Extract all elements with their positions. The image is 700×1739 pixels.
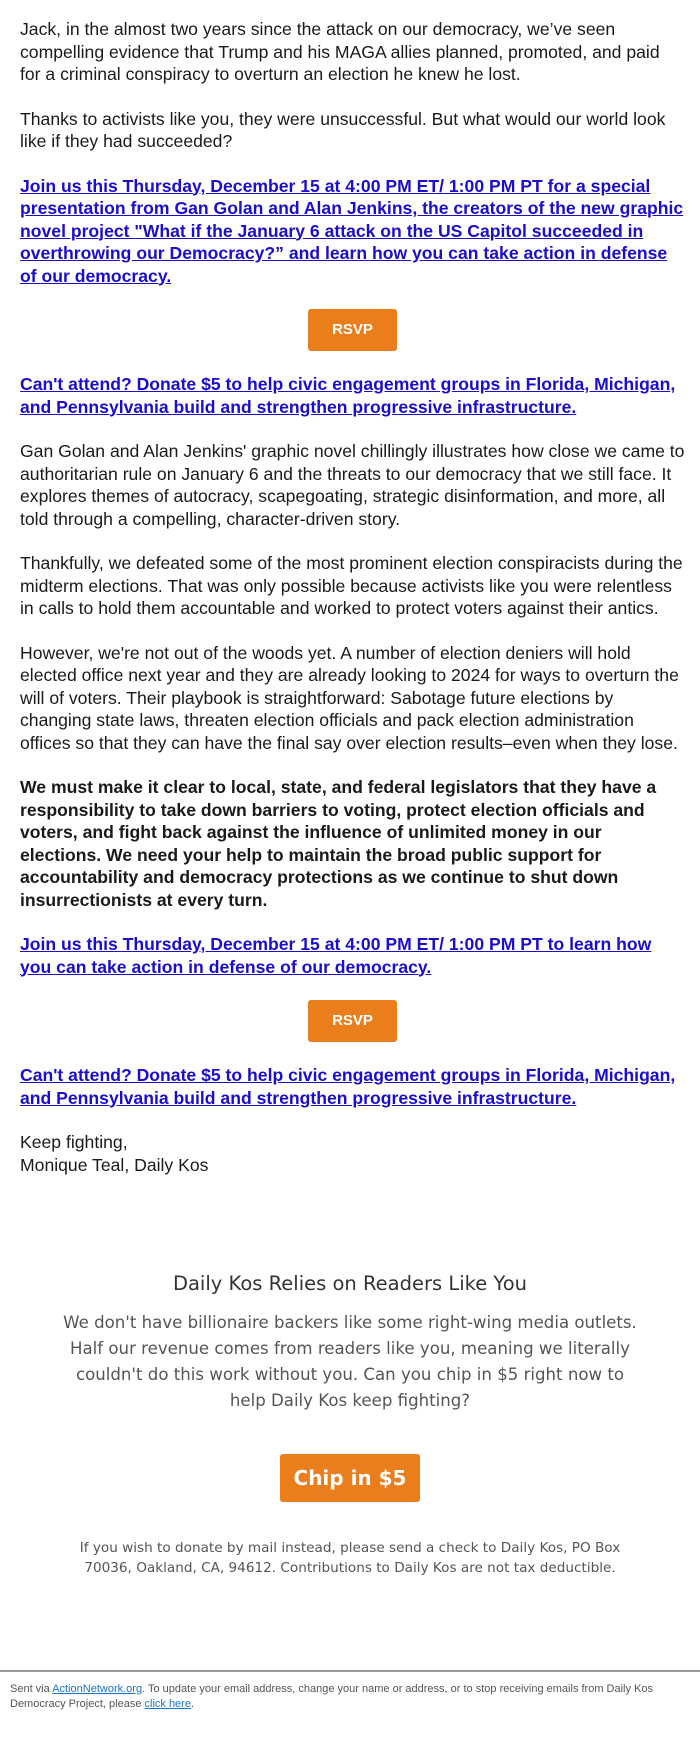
email-body (20, 18, 685, 1198)
unsubscribe-link[interactable]: click here (144, 1698, 191, 1710)
support-body: We don't have billionaire backers like some right-wing media outlets. Half our revenue comes from readers like you, meaning we literally couldn't do this work without you. Can you chip in $5 right now to help Daily Kos keep fighting? (63, 1313, 637, 1410)
mail-donation-note: If you wish to donate by mail instead, please send a check to Daily Kos, PO Box 70036, Oakland, CA, 94612. Contributions to Daily Kos are not tax deductible. (79, 1540, 621, 1576)
election-deniers-paragraph: However, we're not out of the woods yet. A number of election deniers will hold elected office next year and they are already looking to 2024 for ways to overturn the will of voters. Their playbook is straightforward: Sabotage future elections by changing state laws, threaten election officials and pack election administration offices so that they can have the final say over election results–even when they lose. (20, 642, 679, 753)
signoff-signature: Monique Teal, Daily Kos (20, 1154, 209, 1175)
donate-link-2[interactable]: Can't attend? Donate $5 to help civic engagement groups in Florida, Michigan, and Pennsylvania build and strengthen progressive infrastructure. (20, 1065, 676, 1108)
rsvp-button-row-2 (20, 1000, 685, 1042)
intro-paragraph: Jack, in the almost two years since the attack on our democracy, we’ve seen compelling evidence that Trump and his MAGA allies planned, promoted, and paid for a criminal conspiracy to overturn an election he knew he lost. (20, 19, 660, 84)
midterm-paragraph: Thankfully, we defeated some of the most prominent election conspiracists during the midterm elections. That was only possible because activists like you were relentless in calls to hold them accountable and worked to protect voters against their antics. (20, 553, 683, 618)
donate-link[interactable]: Can't attend? Donate $5 to help civic engagement groups in Florida, Michigan, and Pennsylvania build and strengthen progressive infrastructure. (20, 374, 676, 417)
signoff-greeting: Keep fighting, (20, 1132, 128, 1152)
email-footer (0, 1670, 700, 1712)
footer-middle-text: . To update your email address, change your name or address, or to stop receiving emails from Daily Kos Democracy Project, please (10, 1683, 654, 1710)
rsvp-button[interactable]: RSVP (308, 309, 397, 351)
graphic-novel-paragraph: Gan Golan and Alan Jenkins' graphic novel chillingly illustrates how close we came to authoritarian rule on January 6 and the threats to our democracy that we still face. It explores themes of autocracy, scapegoating, strategic disinformation, and more, all told through a compelling, character-driven story. (20, 441, 685, 529)
donate-link-paragraph-2 (20, 1064, 685, 1109)
join-link-paragraph-2 (20, 933, 685, 978)
join-event-link[interactable]: Join us this Thursday, December 15 at 4:00 PM ET/ 1:00 PM PT for a special presentation from Gan Golan and Alan Jenkins, the creators of the new graphic novel project "What if the January 6 attack on the US Capitol succeeded in overthrowing our Democracy?” and learn how you can take action in defense of our democracy. (20, 175, 684, 286)
support-heading: Daily Kos Relies on Readers Like You (172, 1272, 528, 1295)
chip-in-button[interactable]: Chip in $5 (280, 1454, 420, 1502)
join-event-link-2[interactable]: Join us this Thursday, December 15 at 4:00 PM ET/ 1:00 PM PT to learn how you can take action in defense of our democracy. (20, 934, 652, 977)
donate-link-paragraph (20, 373, 685, 418)
footer-sent-via: Sent via (10, 1683, 53, 1695)
call-to-action-paragraph: We must make it clear to local, state, and federal legislators that they have a responsibility to take down barriers to voting, protect election officials and voters, and fight back against the influence of unlimited money in our elections. We need your help to maintain the broad public support for accountability and democracy protections as we continue to shut down insurrectionists at every turn. (20, 777, 657, 910)
action-network-link[interactable]: ActionNetwork.org (52, 1683, 143, 1695)
signoff (20, 1131, 685, 1176)
question-paragraph: Thanks to activists like you, they were unsuccessful. But what would our world look like if they had succeeded? (20, 108, 666, 151)
support-section (0, 1270, 700, 1578)
chip-button-row (0, 1454, 700, 1502)
footer-end: . (190, 1698, 195, 1710)
join-link-paragraph (20, 175, 685, 288)
rsvp-button-row (20, 309, 685, 351)
rsvp-button-2[interactable]: RSVP (308, 1000, 397, 1042)
